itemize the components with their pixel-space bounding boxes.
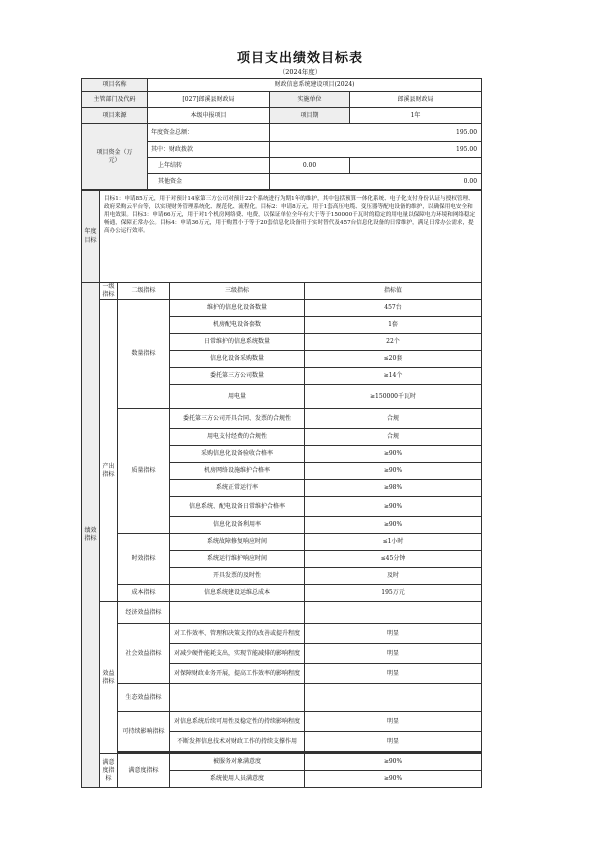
indicator-value: ≤45分钟 [305, 551, 482, 568]
period-value: 1年 [350, 108, 482, 124]
indicator-value: 明显 [305, 624, 482, 644]
indicator-name: 信息化设备利用率 [170, 517, 305, 534]
indicator-value: 明显 [305, 712, 482, 732]
indicator-value: 明显 [305, 732, 482, 752]
annual-goal-table [81, 190, 482, 283]
eco-indicator-label: 生态效益指标 [118, 684, 170, 712]
indicator-name: 委托第三方公司开具合同、发票的合规性 [170, 409, 305, 429]
perf-label: 绩效指标 [82, 283, 100, 788]
annual-goal-label: 年度目标 [82, 191, 100, 283]
quality-indicator-label: 质量指标 [118, 409, 170, 534]
indicator-value: 合规 [305, 409, 482, 429]
annual-goal-text: 目标1：申请85万元，用于对预计14家第三方公司对预计22个系统进行为期1年的维护，其中包括预算一体化系统、电子化支付身份认证与授权管理、政府采购云平台等，以实现财务管理系统化、规范化、流程化。目标2：申请8万元，用于1套高压电缆、变压器等配电设备的维护，以确保用电安全和用电效果。目标3：申请66万元，用于对1个机房网络费、电费，以保证单位全年有大于等于150000千瓦时的稳定的用电量以保障电力环境和网络稳定畅通，保障正常办公。目标4：申请36万元，用于购置小于等于20套信息化设备用于实时替代及457台信息化设备的日常维护，满足日常办公需求，提高办公运行效率。 [100, 191, 482, 283]
header-level1: 一级指标 [100, 283, 118, 300]
impl-unit-value: 郎溪县财政局 [350, 92, 482, 108]
indicator-name: 对保障财政业务开展，提高工作效率的影响程度 [170, 664, 305, 684]
indicator-value: 明显 [305, 644, 482, 664]
funds-total-label: 年度资金总额： [148, 124, 270, 142]
indicator-name: 对工作效率、管理和决策支持的改善或提升程度 [170, 624, 305, 644]
header-level3: 三级指标 [170, 283, 305, 300]
indicator-value: ≤20套 [305, 351, 482, 368]
indicator-value: ≥90% [305, 754, 482, 771]
indicator-value: 195万元 [305, 585, 482, 602]
economic-indicator-label: 经济效益指标 [118, 602, 170, 624]
indicator-value: 457台 [305, 300, 482, 317]
indicator-name: 不断发挥信息技术对财政工作的持续支撑作用 [170, 732, 305, 752]
funds-other-value: 0.00 [270, 174, 482, 190]
indicator-name: 开具发票的及时性 [170, 568, 305, 585]
indicator-value: ≤1小时 [305, 534, 482, 551]
indicator-name: 系统正常运行率 [170, 480, 305, 497]
social-indicator-label: 社会效益指标 [118, 624, 170, 684]
funds-other-label: 其他资金 [148, 174, 270, 190]
funds-fiscal-value: 195.00 [270, 142, 482, 158]
document-year: （2024年度） [278, 68, 322, 76]
indicator-name: 维护的信息化设备数量 [170, 300, 305, 317]
cost-indicator-label: 成本指标 [118, 585, 170, 602]
indicator-name: 用电量 [170, 385, 305, 409]
funds-carryover-value: 0.00 [270, 158, 350, 174]
source-value: 本级申报项目 [148, 108, 270, 124]
indicator-value: ≥90% [305, 517, 482, 534]
header-level2: 二级指标 [118, 283, 170, 300]
indicator-name: 用电支付经费的合规性 [170, 429, 305, 446]
satisfaction-indicator-label: 满意度指标 [100, 754, 118, 788]
period-label: 项目期 [270, 108, 350, 124]
satisfaction-sub-label: 满意度指标 [118, 754, 170, 788]
impl-unit-label: 实施单位 [270, 92, 350, 108]
indicator-name: 系统使用人员满意度 [170, 771, 305, 788]
indicator-name: 采购信息化设备验收合格率 [170, 446, 305, 463]
indicator-value: 明显 [305, 664, 482, 684]
indicator-value: ≥90% [305, 446, 482, 463]
indicator-name: 日常维护的信息系统数量 [170, 334, 305, 351]
indicator-name: 被服务对象满意度 [170, 754, 305, 771]
performance-table [81, 282, 482, 788]
indicator-value: 合规 [305, 429, 482, 446]
source-label: 项目来源 [82, 108, 148, 124]
indicator-name: 系统故障修复响应时间 [170, 534, 305, 551]
indicator-name: 对信息系统后续可用性及稳定性的持续影响程度 [170, 712, 305, 732]
indicator-value: ≥90% [305, 771, 482, 788]
effect-indicator-label: 效益指标 [100, 602, 118, 754]
indicator-value: 及时 [305, 568, 482, 585]
indicator-value: ≥14个 [305, 368, 482, 385]
indicator-name: 机房网络设施维护合格率 [170, 463, 305, 480]
indicator-name: 委托第三方公司数量 [170, 368, 305, 385]
basic-info-table [81, 78, 482, 190]
funds-carryover-label: 上年结转 [148, 158, 270, 174]
sustain-indicator-label: 可持续影响指标 [118, 712, 170, 752]
project-name-label: 项目名称 [82, 79, 148, 92]
indicator-value: 22个 [305, 334, 482, 351]
indicator-name: 机房配电设备套数 [170, 317, 305, 334]
timeliness-indicator-label: 时效指标 [118, 534, 170, 585]
indicator-name: 系统运行维护响应时间 [170, 551, 305, 568]
output-indicator-label: 产出指标 [100, 300, 118, 602]
funds-label: 项目资金（万元） [82, 124, 148, 190]
funds-total-value: 195.00 [270, 124, 482, 142]
project-name-value: 财政信息系统建设项目(2024) [148, 79, 482, 92]
funds-fiscal-label: 其中：财政拨款 [148, 142, 270, 158]
indicator-name: 信息系统建设运维总成本 [170, 585, 305, 602]
header-value: 指标值 [305, 283, 482, 300]
quantity-indicator-label: 数量指标 [118, 300, 170, 409]
indicator-value: ≥90% [305, 463, 482, 480]
document-title: 项目支出绩效目标表 [236, 51, 363, 66]
indicator-name: 信息化设备采购数量 [170, 351, 305, 368]
indicator-value: ≥98% [305, 480, 482, 497]
indicator-value: ≥90% [305, 497, 482, 517]
indicator-name: 信息系统、配电设备日常维护合格率 [170, 497, 305, 517]
dept-label: 主管部门及代码 [82, 92, 148, 108]
indicator-value: ≥150000千瓦时 [305, 385, 482, 409]
indicator-name: 对减少硬件能耗支出，实现节能减排的影响程度 [170, 644, 305, 664]
indicator-value: 1套 [305, 317, 482, 334]
dept-value: [027]郎溪县财政局 [148, 92, 270, 108]
